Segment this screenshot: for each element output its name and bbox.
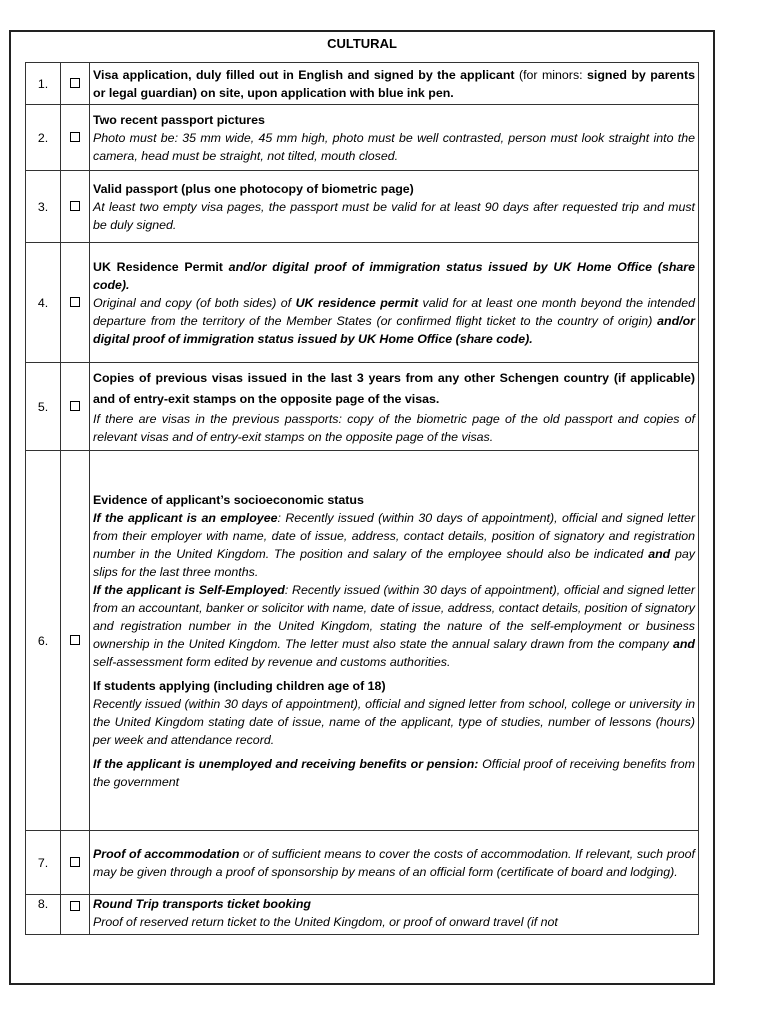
checkbox-icon[interactable]: [61, 831, 90, 895]
row-number: 1.: [26, 63, 61, 105]
checkbox-icon[interactable]: [61, 451, 90, 831]
row-description: [90, 895, 699, 935]
checkbox-icon[interactable]: [61, 105, 90, 171]
employee-text: If the applicant is an employee: Recently issued (within 30 days of appointment), official and signed letter from their employer with name, date of issue, address, contact details, position of signatory and registration number in the United Kingdom. The position and salary of the employee should also be indicated and pay slips for the last three months.: [93, 510, 696, 579]
table-row: [26, 831, 699, 895]
row-heading: Two recent passport pictures: [93, 112, 265, 127]
students-text: Recently issued (within 30 days of appointment), official and signed letter from school, college or university in the United Kingdom stating date of issue, name of the applicant, type of studies, number of lessons (hours) per week and attendance record.: [93, 696, 695, 747]
row-number: 2.: [26, 105, 61, 171]
row-description: Visa application, duly filled out in English and signed by the applicant (for minors: signed by parents or legal guardian) on site, upon application with blue ink pen.: [90, 63, 699, 105]
row-description: Proof of accommodation or of sufficient means to cover the costs of accommodation. If relevant, such proof may be given through a proof of sponsorship by means of an official form (certificate of board and lodging).: [90, 831, 699, 895]
row-text: Proof of reserved return ticket to the United Kingdom, or proof of onward travel (if not: [93, 915, 558, 929]
row-heading: Valid passport (plus one photocopy of biometric page): [93, 181, 414, 196]
checkbox-icon[interactable]: [61, 171, 90, 243]
row-text: If there are visas in the previous passports: copy of the biometric page of the old passport and copies of relevant visas and of entry-exit stamps on the opposite page of the visas.: [93, 411, 695, 444]
table-row: [26, 895, 699, 935]
row-description: [90, 171, 699, 243]
row-number: 3.: [26, 171, 61, 243]
row-description: [90, 105, 699, 171]
row-heading: Round Trip transports ticket booking: [93, 897, 311, 911]
row-number: 4.: [26, 243, 61, 363]
table-row: [26, 243, 699, 363]
checkbox-icon[interactable]: [61, 895, 90, 935]
table-row: [26, 363, 699, 451]
students-heading: If students applying (including children age of 18): [93, 678, 386, 693]
row-number: 7.: [26, 831, 61, 895]
self-employed-text: If the applicant is Self-Employed: Recently issued (within 30 days of appointment), official and signed letter from an accountant, banker or solicitor with name, date of issue, address, contact details, position of signatory and registration number in the United Kingdom, stating the nature of the self-employment or business ownership in the United Kingdom. The letter must also state the annual salary drawn from the company and self-assessment form edited by revenue and customs authorities.: [93, 582, 695, 669]
section-title: CULTURAL: [327, 36, 397, 51]
row-heading: UK Residence Permit and/or digital proof of immigration status issued by UK Home Office (share code).: [93, 259, 696, 292]
row-heading: Copies of previous visas issued in the last 3 years from any other Schengen country (if applicable) and of entry-exit stamps on the opposite page of the visas.: [93, 370, 695, 406]
table-row: [26, 451, 699, 831]
row-description: [90, 243, 699, 363]
checkbox-icon[interactable]: [61, 363, 90, 451]
table-row: [26, 171, 699, 243]
row-number: 6.: [26, 451, 61, 831]
unemployed-text: If the applicant is unemployed and receiving benefits or pension: Official proof of receiving benefits from the government: [93, 756, 695, 789]
row-description: [90, 451, 699, 831]
row-description: [90, 363, 699, 451]
checkbox-icon[interactable]: [61, 243, 90, 363]
row-text: Original and copy (of both sides) of UK residence permit valid for at least one month beyond the intended departure from the territory of the Member States (or confirmed flight ticket to the country of origin) and/or digital proof of immigration status issued by UK Home Office (share code).: [93, 295, 695, 346]
row-text: Photo must be: 35 mm wide, 45 mm high, photo must be well contrasted, person must look straight into the camera, head must be straight, not tilted, mouth closed.: [93, 130, 695, 163]
table-row: [26, 63, 699, 105]
row-text: At least two empty visa pages, the passport must be valid for at least 90 days after requested trip and must be duly signed.: [93, 199, 695, 232]
row-number: 8.: [26, 895, 61, 935]
requirements-table: [25, 62, 699, 935]
row-number: 5.: [26, 363, 61, 451]
checkbox-icon[interactable]: [61, 63, 90, 105]
row-heading: Evidence of applicant’s socioeconomic status: [93, 492, 364, 507]
table-row: [26, 105, 699, 171]
